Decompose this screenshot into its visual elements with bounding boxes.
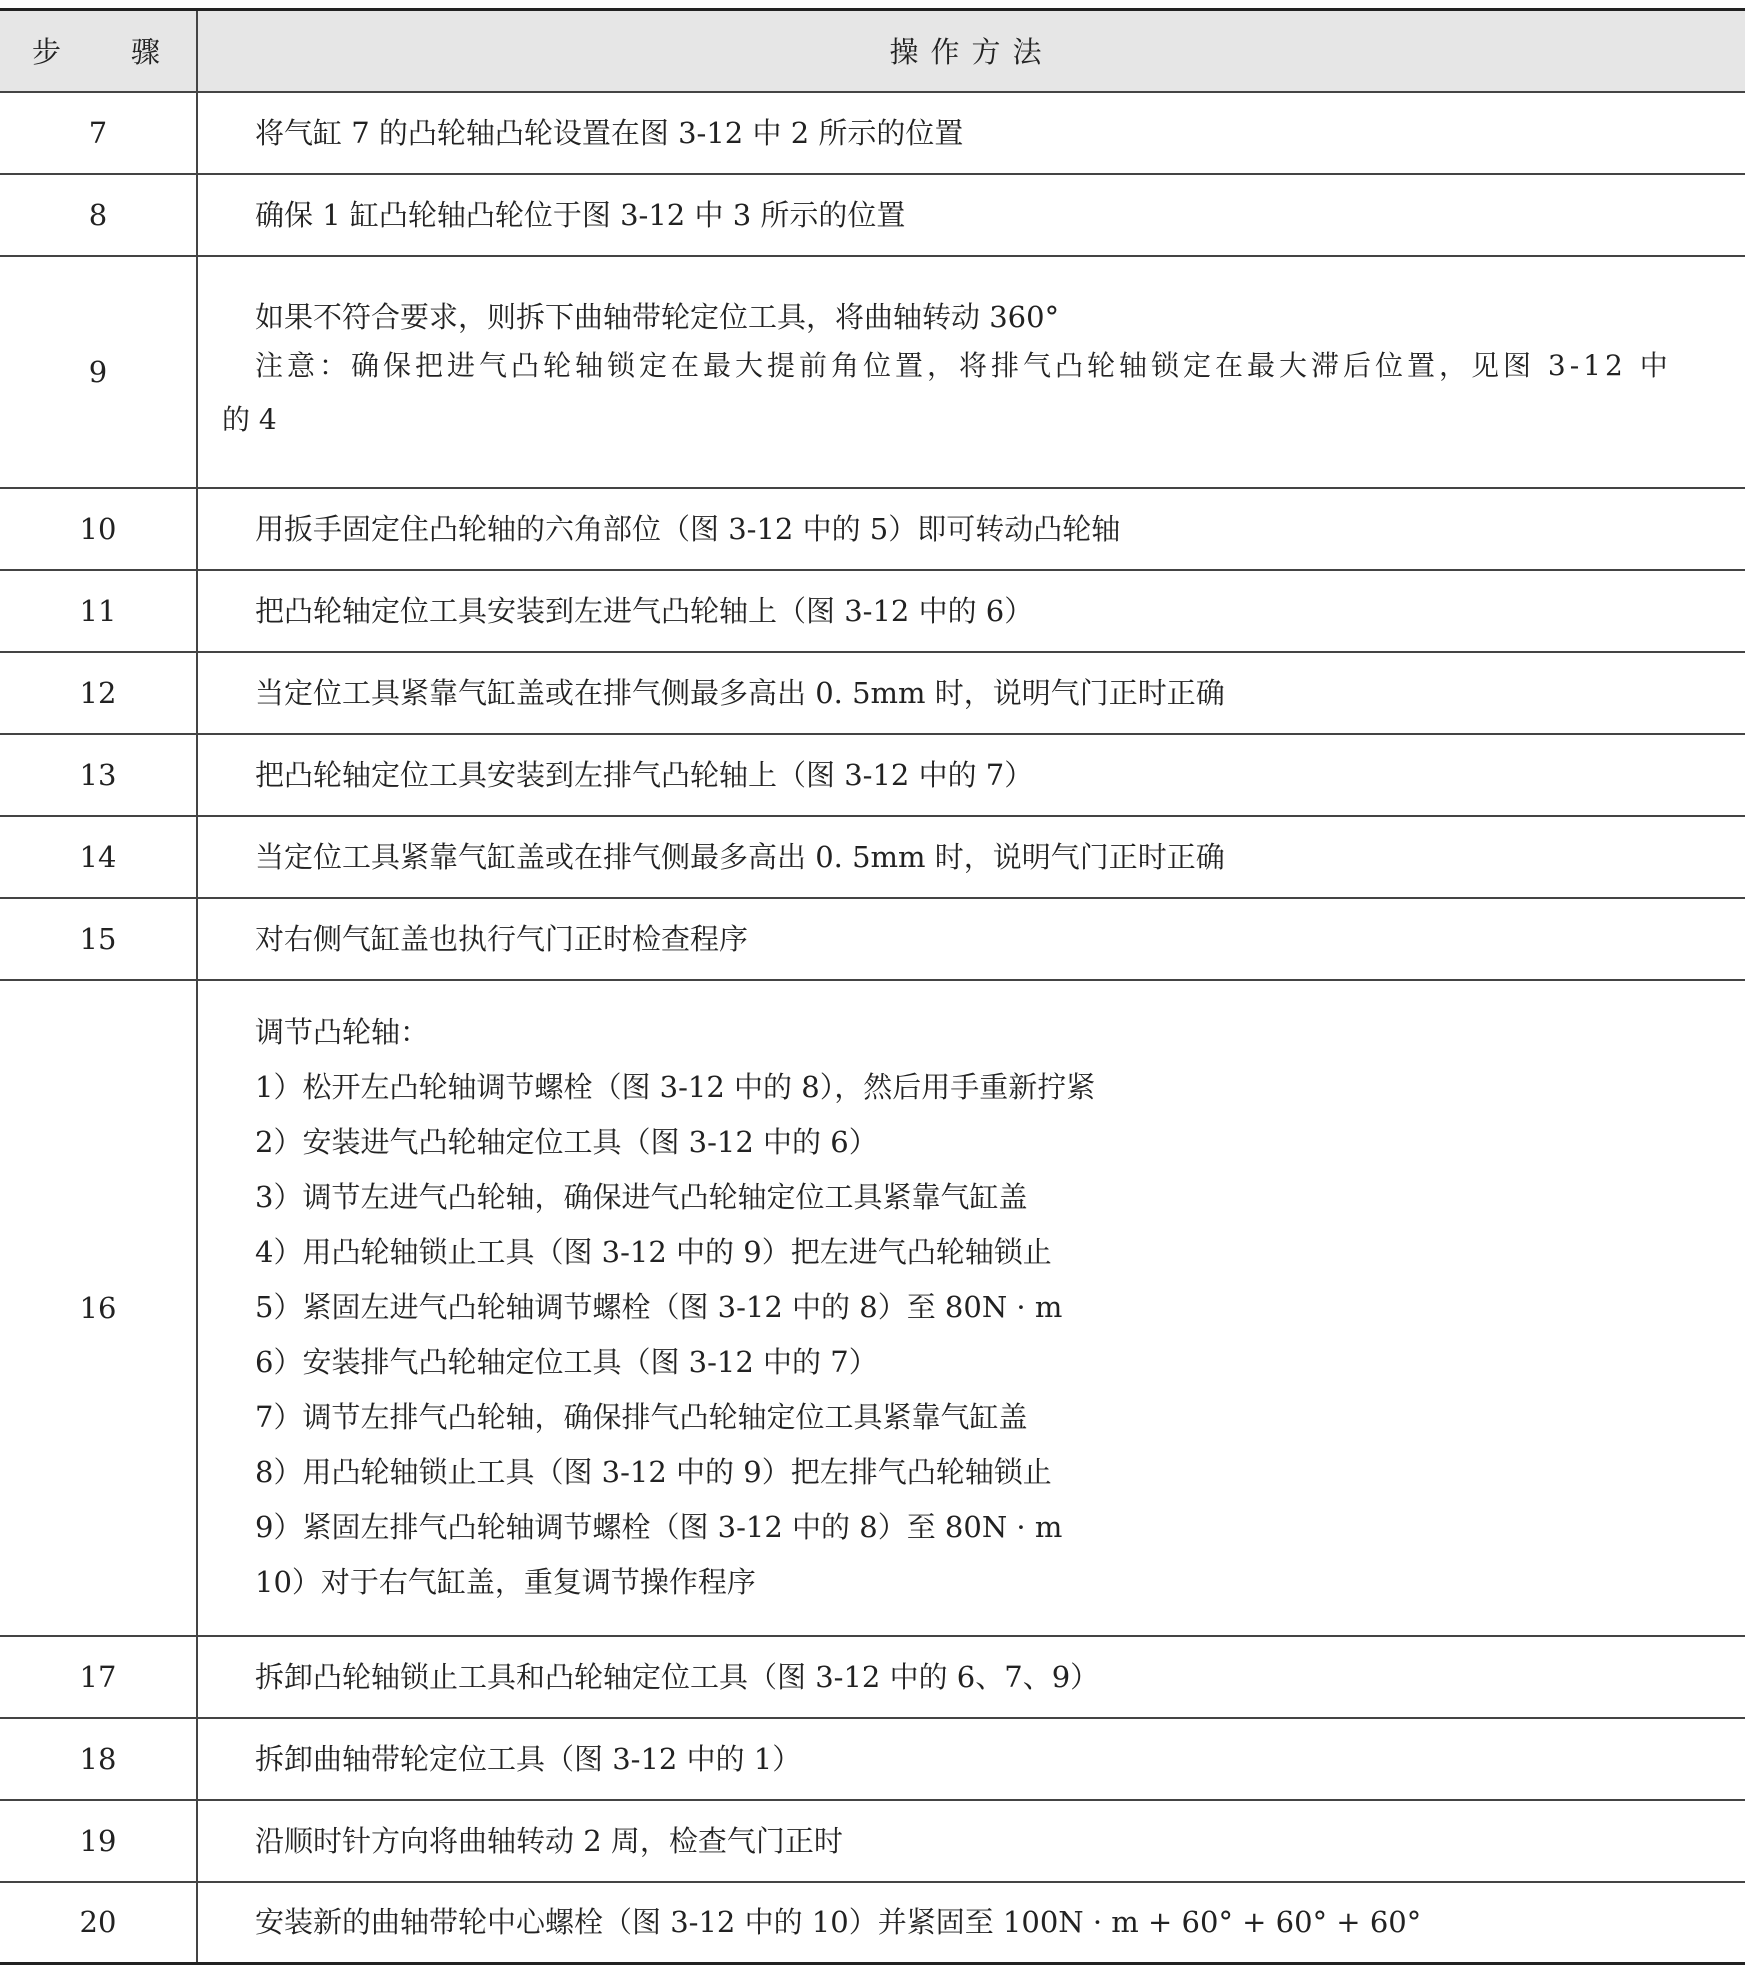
step-text: 用扳手固定住凸轮轴的六角部位（图 3-12 中的 5）即可转动凸轮轴 <box>197 488 1745 570</box>
step-line: 如果不符合要求，则拆下曲轴带轮定位工具，将曲轴转动 360° <box>255 299 1060 334</box>
step-number: 14 <box>0 816 197 898</box>
step-line: 9）紧固左排气凸轮轴调节螺栓（图 3-12 中的 8）至 80N · m <box>255 1510 1063 1544</box>
table-row <box>0 570 1745 652</box>
step-number: 10 <box>0 488 197 570</box>
step-number: 11 <box>0 570 197 652</box>
table-row <box>0 980 1745 1636</box>
step-number: 7 <box>0 92 197 174</box>
table-row <box>0 1882 1745 1964</box>
step-line: 2）安装进气凸轮轴定位工具（图 3-12 中的 6） <box>255 1125 878 1159</box>
step-note: 注意：确保把进气凸轮轴锁定在最大提前角位置，将排气凸轮轴锁定在最大滞后位置，见图 3-12 中 <box>255 348 1672 382</box>
step-line: 1）松开左凸轮轴调节螺栓（图 3-12 中的 8），然后用手重新拧紧 <box>255 1070 1096 1104</box>
table-row <box>0 734 1745 816</box>
step-number: 20 <box>0 1882 197 1964</box>
step-text: 沿顺时针方向将曲轴转动 2 周，检查气门正时 <box>197 1800 1745 1882</box>
step-number: 18 <box>0 1718 197 1800</box>
step-text: 确保 1 缸凸轮轴凸轮位于图 3-12 中 3 所示的位置 <box>197 174 1745 256</box>
table-row <box>0 1636 1745 1718</box>
table-row <box>0 174 1745 256</box>
step-line: 8）用凸轮轴锁止工具（图 3-12 中的 9）把左排气凸轮轴锁止 <box>255 1455 1052 1489</box>
step-line: 4）用凸轮轴锁止工具（图 3-12 中的 9）把左进气凸轮轴锁止 <box>255 1235 1052 1269</box>
step-text: 对右侧气缸盖也执行气门正时检查程序 <box>197 898 1745 980</box>
step-number: 9 <box>0 256 197 488</box>
step-text: 把凸轮轴定位工具安装到左排气凸轮轴上（图 3-12 中的 7） <box>197 734 1745 816</box>
step-line: 调节凸轮轴： <box>255 1015 430 1049</box>
step-number: 16 <box>0 980 197 1636</box>
table-row <box>0 1800 1745 1882</box>
step-text: 把凸轮轴定位工具安装到左进气凸轮轴上（图 3-12 中的 6） <box>197 570 1745 652</box>
table-row <box>0 488 1745 570</box>
procedure-table <box>0 8 1745 1965</box>
step-text <box>197 980 1745 1636</box>
table-row <box>0 898 1745 980</box>
step-number: 19 <box>0 1800 197 1882</box>
table-row <box>0 816 1745 898</box>
step-number: 8 <box>0 174 197 256</box>
table-row <box>0 92 1745 174</box>
step-number: 12 <box>0 652 197 734</box>
step-text: 安装新的曲轴带轮中心螺栓（图 3-12 中的 10）并紧固至 100N · m + 60° + 60° + 60° <box>197 1882 1745 1964</box>
step-number: 15 <box>0 898 197 980</box>
step-number: 17 <box>0 1636 197 1718</box>
step-line: 6）安装排气凸轮轴定位工具（图 3-12 中的 7） <box>255 1345 878 1379</box>
step-line: 3）调节左进气凸轮轴，确保进气凸轮轴定位工具紧靠气缸盖 <box>255 1180 1028 1214</box>
step-text: 当定位工具紧靠气缸盖或在排气侧最多高出 0. 5mm 时，说明气门正时正确 <box>197 652 1745 734</box>
step-line: 7）调节左排气凸轮轴，确保排气凸轮轴定位工具紧靠气缸盖 <box>255 1400 1028 1434</box>
header-step: 步 骤 <box>0 10 197 92</box>
step-note-continued: 的 4 <box>222 402 277 436</box>
step-text: 当定位工具紧靠气缸盖或在排气侧最多高出 0. 5mm 时，说明气门正时正确 <box>197 816 1745 898</box>
step-text: 将气缸 7 的凸轮轴凸轮设置在图 3-12 中 2 所示的位置 <box>197 92 1745 174</box>
step-text: 拆卸曲轴带轮定位工具（图 3-12 中的 1） <box>197 1718 1745 1800</box>
step-text <box>197 256 1745 488</box>
table-row <box>0 1718 1745 1800</box>
table-row <box>0 256 1745 488</box>
step-line: 5）紧固左进气凸轮轴调节螺栓（图 3-12 中的 8）至 80N · m <box>255 1290 1063 1324</box>
step-text: 拆卸凸轮轴锁止工具和凸轮轴定位工具（图 3-12 中的 6、7、9） <box>197 1636 1745 1718</box>
step-line: 10）对于右气缸盖，重复调节操作程序 <box>255 1565 756 1599</box>
step-number: 13 <box>0 734 197 816</box>
header-method: 操作方法 <box>197 10 1745 92</box>
table-header-row <box>0 10 1745 92</box>
table-row <box>0 652 1745 734</box>
